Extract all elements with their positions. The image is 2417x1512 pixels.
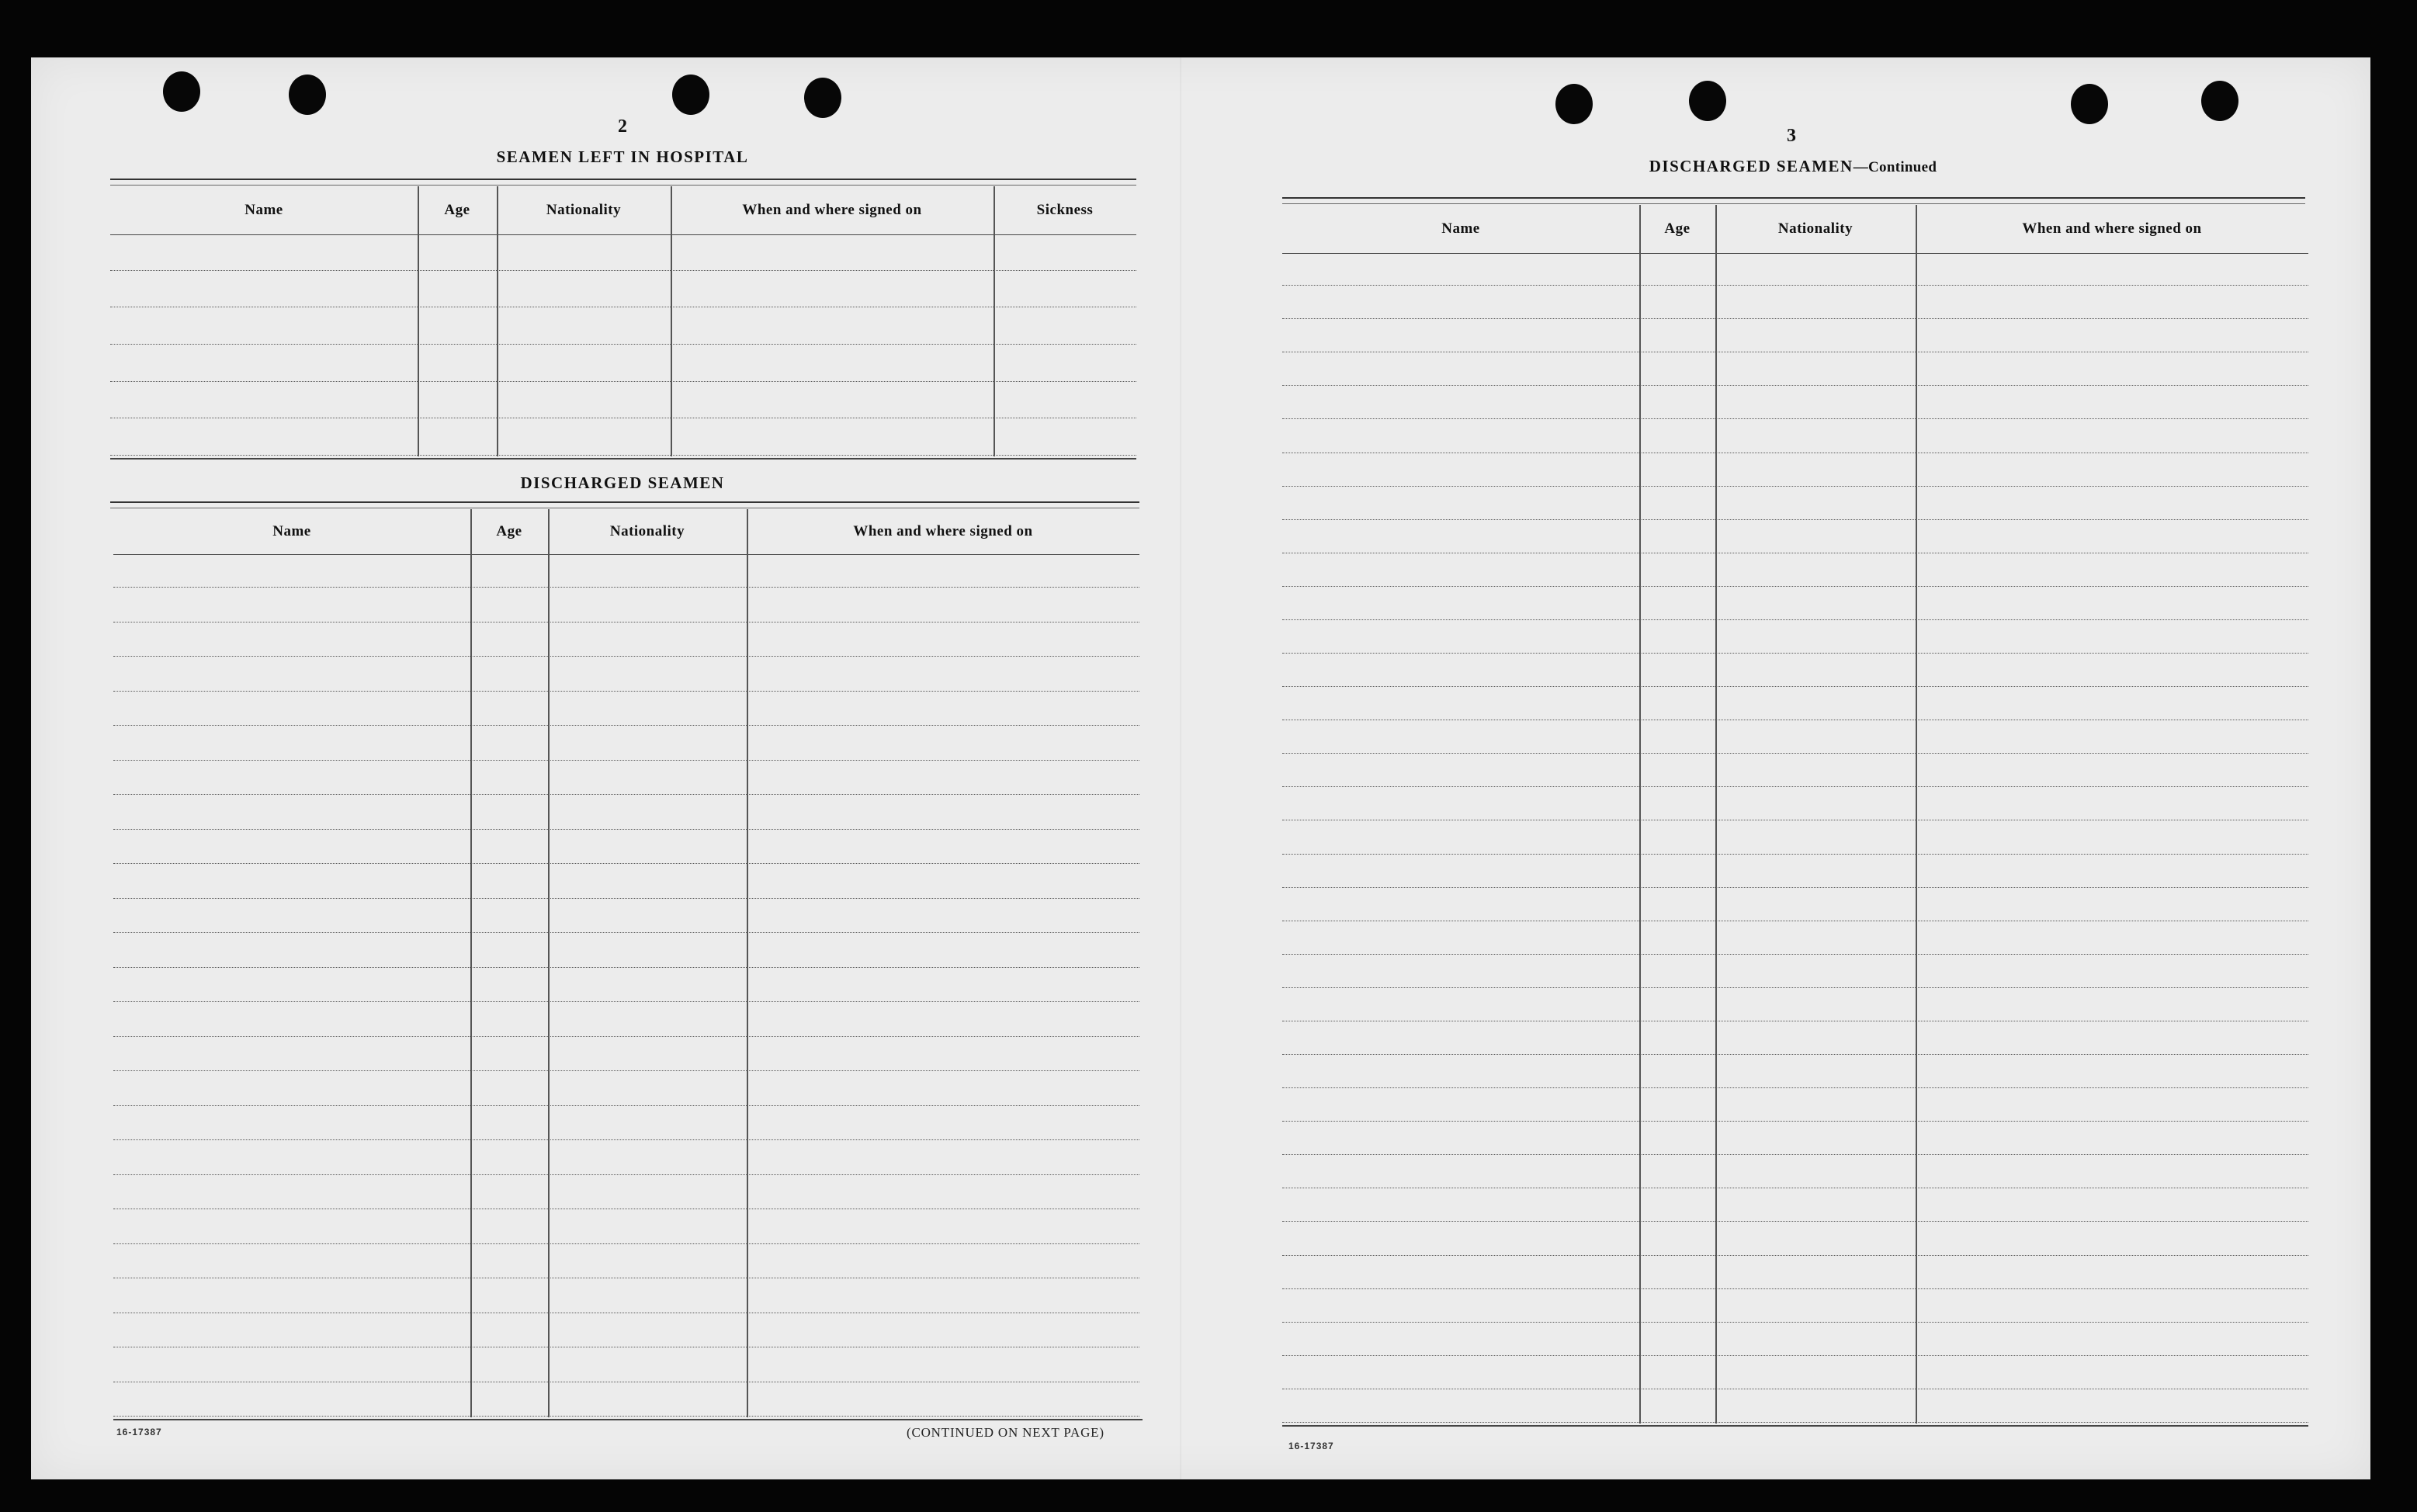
row-rule xyxy=(1282,854,2308,855)
column-divider xyxy=(1715,205,1717,1424)
row-rule xyxy=(1282,285,2308,286)
column-header: Name xyxy=(272,523,311,539)
column-divider xyxy=(747,509,748,1417)
row-rule xyxy=(113,794,1139,795)
column-divider xyxy=(418,186,419,456)
column-header: Age xyxy=(444,202,470,218)
column-header: Name xyxy=(1441,220,1480,237)
row-rule xyxy=(1282,1322,2308,1323)
row-rule xyxy=(1282,686,2308,687)
row-rule xyxy=(1282,753,2308,754)
punch-hole xyxy=(163,71,200,112)
row-rule xyxy=(1282,418,2308,419)
row-rule xyxy=(113,1174,1139,1175)
row-rule xyxy=(1282,1054,2308,1055)
row-rule xyxy=(1282,653,2308,654)
column-divider xyxy=(470,509,472,1417)
row-rule xyxy=(113,932,1139,933)
punch-hole xyxy=(289,75,326,115)
discharged-section-title: DISCHARGED SEAMEN xyxy=(520,473,725,492)
row-rule xyxy=(113,760,1139,761)
row-rule xyxy=(113,691,1139,692)
row-rule xyxy=(1282,1087,2308,1088)
row-rule xyxy=(1282,887,2308,888)
row-rule xyxy=(1282,318,2308,319)
punch-hole xyxy=(2071,84,2108,124)
column-header: Nationality xyxy=(609,523,685,539)
row-rule xyxy=(1282,519,2308,520)
row-rule xyxy=(1282,1422,2308,1423)
row-rule xyxy=(1282,486,2308,487)
discharged-table-left xyxy=(113,509,1139,1417)
punch-hole xyxy=(2201,81,2238,121)
column-divider xyxy=(994,186,995,456)
form-code-left: 16-17387 xyxy=(116,1427,162,1437)
column-header: When and where signed on xyxy=(2022,220,2202,237)
row-rule xyxy=(1282,619,2308,620)
row-rule xyxy=(113,898,1139,899)
row-rule xyxy=(1282,385,2308,386)
row-rule xyxy=(110,270,1136,271)
discharged-table-header xyxy=(113,509,1139,555)
discharged-table-right xyxy=(1282,205,2308,1424)
page-number-right: 3 xyxy=(1787,126,1796,146)
punch-hole xyxy=(1555,84,1593,124)
row-rule xyxy=(113,1416,1139,1417)
row-rule xyxy=(110,455,1136,456)
column-divider xyxy=(497,186,498,456)
punch-hole xyxy=(804,78,841,118)
punch-hole xyxy=(672,75,709,115)
row-rule xyxy=(1282,954,2308,955)
discharged-continued-title xyxy=(1576,157,2010,176)
hospital-table-header xyxy=(110,186,1136,235)
column-header: Age xyxy=(1664,220,1691,237)
table-bottom-rule xyxy=(1282,1425,2308,1427)
column-header: When and where signed on xyxy=(853,523,1033,539)
row-rule xyxy=(110,381,1136,382)
column-header: Sickness xyxy=(1036,202,1094,218)
title-rule xyxy=(1282,197,2305,204)
center-fold xyxy=(1180,57,1182,1479)
continued-note: (CONTINUED ON NEXT PAGE) xyxy=(907,1425,1104,1440)
column-divider xyxy=(1639,205,1641,1424)
row-rule xyxy=(113,1036,1139,1037)
punch-hole xyxy=(1689,81,1726,121)
title-rule xyxy=(110,501,1139,508)
discharged-table-header xyxy=(1282,205,2308,254)
column-divider xyxy=(548,509,550,1417)
column-header: Nationality xyxy=(546,202,622,218)
column-header: Age xyxy=(496,523,522,539)
row-rule xyxy=(1282,1221,2308,1222)
title-main: DISCHARGED SEAMEN xyxy=(1649,157,1853,175)
row-rule xyxy=(1282,1121,2308,1122)
row-rule xyxy=(113,1105,1139,1106)
form-code-right: 16-17387 xyxy=(1288,1441,1334,1451)
row-rule xyxy=(113,725,1139,726)
title-rule xyxy=(110,179,1136,186)
row-rule xyxy=(1282,1288,2308,1289)
row-rule xyxy=(113,587,1139,588)
row-rule xyxy=(113,1001,1139,1002)
row-rule xyxy=(113,863,1139,864)
row-rule xyxy=(113,1243,1139,1244)
row-rule xyxy=(110,344,1136,345)
row-rule xyxy=(1282,1154,2308,1155)
row-rule xyxy=(113,656,1139,657)
row-rule xyxy=(1282,1355,2308,1356)
hospital-table xyxy=(110,186,1136,456)
row-rule xyxy=(113,1139,1139,1140)
table-bottom-rule xyxy=(113,1419,1143,1420)
row-rule xyxy=(1282,786,2308,787)
column-header: Nationality xyxy=(1777,220,1853,237)
row-rule xyxy=(113,829,1139,830)
column-header: Name xyxy=(244,202,283,218)
row-rule xyxy=(113,1070,1139,1071)
row-rule xyxy=(1282,1255,2308,1256)
row-rule xyxy=(1282,586,2308,587)
table-bottom-rule xyxy=(110,458,1136,459)
row-rule xyxy=(113,967,1139,968)
hospital-section-title: SEAMEN LEFT IN HOSPITAL xyxy=(496,147,749,166)
page-number-left: 2 xyxy=(618,116,627,137)
title-suffix: —Continued xyxy=(1853,159,1937,175)
column-divider xyxy=(671,186,672,456)
column-divider xyxy=(1916,205,1917,1424)
column-header: When and where signed on xyxy=(742,202,922,218)
row-rule xyxy=(1282,987,2308,988)
